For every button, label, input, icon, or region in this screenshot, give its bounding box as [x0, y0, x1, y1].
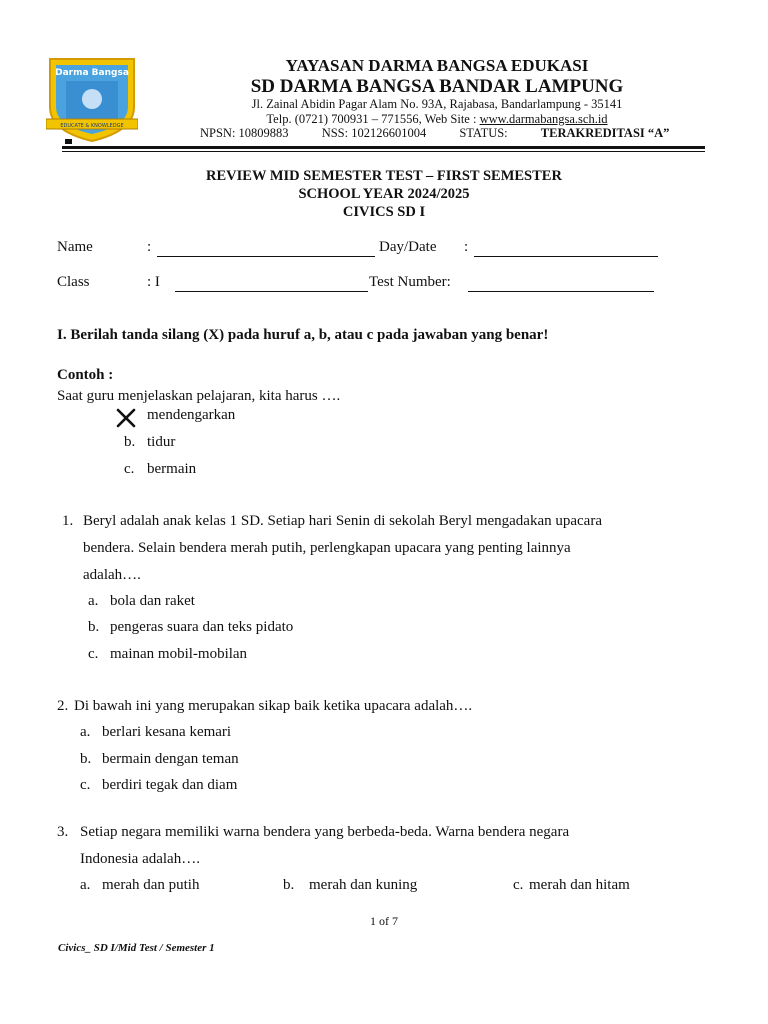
q2-option-a[interactable]: berlari kesana kemari [102, 724, 232, 740]
website-link[interactable]: www.darmabangsa.sch.id [479, 112, 608, 126]
header-mark [65, 139, 72, 144]
q3-option-a-letter: a. [80, 877, 91, 893]
class-value: : I [147, 274, 160, 290]
svg-text:EDUCATE & KNOWLEDGE: EDUCATE & KNOWLEDGE [60, 123, 124, 129]
q3-number: 3. [57, 824, 69, 840]
page-number: 1 of 7 [370, 914, 398, 928]
q2-number: 2. [57, 698, 69, 714]
name-label: Name [57, 239, 93, 255]
q2-option-c[interactable]: berdiri tegak dan diam [102, 777, 238, 793]
header-divider-thin [62, 151, 705, 152]
daydate-label: Day/Date [379, 239, 437, 255]
testnum-field[interactable] [468, 277, 654, 297]
q1-option-c[interactable]: mainan mobil-mobilan [110, 646, 248, 662]
example-heading: Contoh : [57, 367, 114, 383]
q3-line-2: Indonesia adalah…. [80, 851, 200, 867]
cross-mark-icon [116, 408, 136, 428]
header-divider-thick [62, 146, 705, 149]
q2-line-1: Di bawah ini yang merupakan sikap baik ketika upacara adalah…. [74, 698, 473, 714]
q1-option-a[interactable]: bola dan raket [110, 593, 195, 609]
q1-option-b[interactable]: pengeras suara dan teks pidato [110, 619, 294, 635]
daydate-colon: : [464, 239, 469, 255]
class-field[interactable] [175, 277, 368, 297]
q3-option-c-letter: c. [513, 877, 524, 893]
school-address: Jl. Zainal Abidin Pagar Alam No. 93A, Rajabasa, Bandarlampung - 35141 [251, 97, 623, 111]
q1-option-c-letter: c. [88, 646, 99, 662]
school-name: SD DARMA BANGSA BANDAR LAMPUNG [250, 76, 624, 97]
q1-line-3: adalah…. [83, 567, 141, 583]
name-colon: : [147, 239, 152, 255]
example-option-a: mendengarkan [147, 407, 236, 423]
example-option-b-letter: b. [124, 434, 136, 450]
document-label: Civics_ SD I/Mid Test / Semester 1 [58, 942, 215, 954]
status: STATUS: TERAKREDITASI “A” [459, 126, 670, 140]
example-option-b: tidur [147, 434, 176, 450]
testnum-label: Test Number: [369, 274, 451, 290]
title-line-2: SCHOOL YEAR 2024/2025 [298, 186, 470, 202]
telp-text: Telp. (0721) 700931 – 771556, Web Site : [266, 112, 480, 126]
instruction: I. Berilah tanda silang (X) pada huruf a, b, atau c pada jawaban yang benar! [57, 327, 549, 343]
q2-option-b-letter: b. [80, 751, 92, 767]
q1-option-b-letter: b. [88, 619, 100, 635]
q1-number: 1. [62, 513, 74, 529]
q2-option-a-letter: a. [80, 724, 91, 740]
title-line-3: CIVICS SD I [342, 204, 426, 220]
npsn: NPSN: 10809883 [200, 126, 289, 140]
q1-line-1: Beryl adalah anak kelas 1 SD. Setiap hari Senin di sekolah Beryl mengadakan upacara [83, 513, 602, 529]
q3-option-b-letter: b. [283, 877, 295, 893]
svg-text:Darma Bangsa: Darma Bangsa [55, 68, 129, 78]
q2-option-b[interactable]: bermain dengan teman [102, 751, 239, 767]
nss: NSS: 102126601004 [321, 126, 427, 140]
class-label: Class [57, 274, 90, 290]
q3-option-b[interactable]: merah dan kuning [309, 877, 418, 893]
q1-option-a-letter: a. [88, 593, 99, 609]
q3-option-c[interactable]: merah dan hitam [529, 877, 630, 893]
q1-line-2: bendera. Selain bendera merah putih, perlengkapan upacara yang penting lainnya [83, 540, 571, 556]
daydate-field[interactable] [474, 242, 658, 262]
q3-line-1: Setiap negara memiliki warna bendera yang berbeda-beda. Warna bendera negara [80, 824, 570, 840]
example-question: Saat guru menjelaskan pelajaran, kita harus …. [57, 388, 341, 404]
q2-option-c-letter: c. [80, 777, 91, 793]
org-name: YAYASAN DARMA BANGSA EDUKASI [285, 56, 589, 75]
school-ids [200, 126, 699, 141]
example-option-c: bermain [147, 461, 197, 477]
example-option-c-letter: c. [124, 461, 135, 477]
name-field[interactable] [157, 242, 375, 262]
school-contact [0, 112, 768, 127]
title-line-1: REVIEW MID SEMESTER TEST – FIRST SEMESTER [206, 168, 562, 184]
q3-option-a[interactable]: merah dan putih [102, 877, 200, 893]
